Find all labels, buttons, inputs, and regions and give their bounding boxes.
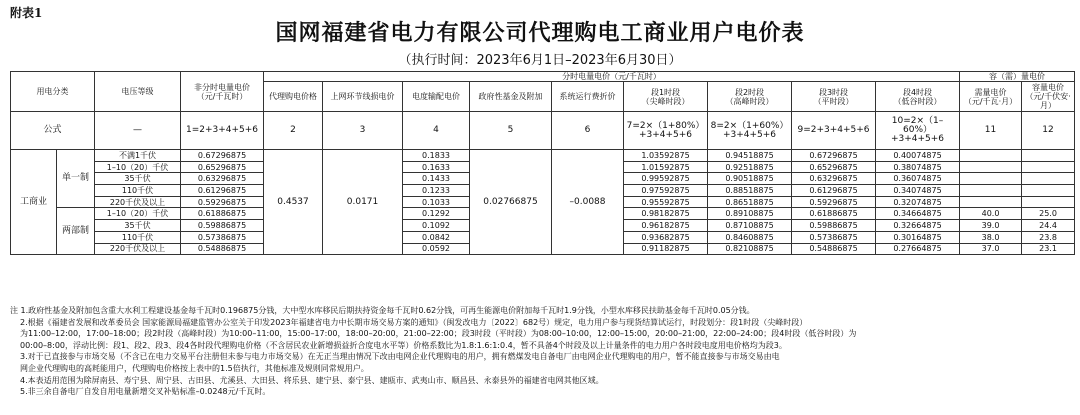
sys-fee-cell: –0.0088	[552, 150, 624, 255]
voltage-cell: 35千伏	[95, 173, 181, 185]
period-2-cell: 0.82108875	[708, 243, 792, 255]
period-4-cell: 0.32664875	[876, 220, 960, 232]
period-3-cell: 0.59296875	[792, 196, 876, 208]
period-4-cell: 0.27664875	[876, 243, 960, 255]
note-line: 3.对于已直接参与市场交易（不含已在电力交易平台注册但未参与电力市场交易）在无正当理由情况下改由电网企业代理购电的用户，拥有燃煤发电自备电厂由电网企业代理购电的用户，暂不能直接参与市场交易由电	[20, 352, 780, 362]
transmission-cell: 0.1292	[403, 208, 470, 220]
note-line: 00:00–8:00，浮动比例：段1、段2、段3、段4各时段代理购电价格（不含居民农业新增损益折合度电水平等）价格系数比为1.8:1.6:1:0.4，暂不具备4个时段及以上计量条件的电力用户各时段电度用电价格均为段3。	[20, 340, 787, 350]
capacity-cell: 25.0	[1022, 208, 1075, 220]
page-title: 国网福建省电力有限公司代理购电工商业用户电价表	[275, 20, 805, 46]
period-3-cell: 0.65296875	[792, 161, 876, 173]
transmission-cell: 0.0842	[403, 231, 470, 243]
formula-non-tou: 1=2+3+4+5+6	[181, 112, 264, 150]
period-1-cell: 0.97592875	[624, 185, 708, 197]
transmission-cell: 0.1233	[403, 185, 470, 197]
demand-cell	[960, 173, 1022, 185]
non-tou-cell: 0.57386875	[181, 231, 264, 243]
period-3-cell: 0.67296875	[792, 150, 876, 162]
gov-fund-cell: 0.02766875	[470, 150, 552, 255]
capacity-cell	[1022, 185, 1075, 197]
demand-cell	[960, 185, 1022, 197]
note-line: 网企业代理购电的高耗能用户，代理购电价格按上表中的1.5倍执行，其他标准及规则同常规用户。	[20, 363, 369, 373]
period-3-cell: 0.63296875	[792, 173, 876, 185]
period-1-cell: 1.03592875	[624, 150, 708, 162]
non-tou-cell: 0.59296875	[181, 196, 264, 208]
period-4-cell: 0.34074875	[876, 185, 960, 197]
attachment-label: 附表1	[10, 6, 43, 20]
formula-label: 公式	[11, 112, 95, 150]
formula-demand: 11	[960, 112, 1022, 150]
non-tou-cell: 0.61886875	[181, 208, 264, 220]
period-2-cell: 0.94518875	[708, 150, 792, 162]
voltage-cell: 35千伏	[95, 220, 181, 232]
formula-c5: 5	[470, 112, 552, 150]
formula-c2: 2	[264, 112, 323, 150]
header-gov-fund: 政府性基金及附加	[470, 82, 552, 112]
header-tou-group: 分时电量电价（元/千瓦时）	[264, 72, 960, 82]
period-3-cell: 0.61296875	[792, 185, 876, 197]
capacity-cell	[1022, 173, 1075, 185]
non-tou-cell: 0.61296875	[181, 185, 264, 197]
transmission-cell: 0.0592	[403, 243, 470, 255]
voltage-cell: 1–10（20）千伏	[95, 208, 181, 220]
transmission-cell: 0.1433	[403, 173, 470, 185]
header-transmission: 电度输配电价	[403, 82, 470, 112]
demand-cell: 40.0	[960, 208, 1022, 220]
transmission-cell: 0.1633	[403, 161, 470, 173]
period-2-cell: 0.88518875	[708, 185, 792, 197]
period-1-cell: 1.01592875	[624, 161, 708, 173]
header-line-loss: 上网环节线损电价	[323, 82, 403, 112]
note-line: 注 1.政府性基金及附加包含重大水利工程建设基金每千瓦时0.196875分钱，大中型水库移民后期扶持资金每千瓦时0.62分钱，可再生能源电价附加每千瓦时1.9分钱，小型水库移民扶助基金每千瓦时0.05分钱。	[10, 306, 755, 315]
period-2-cell: 0.86518875	[708, 196, 792, 208]
formula-p4: 10=2×（1– 60%）+3+4+5+6	[876, 112, 960, 150]
period-4-cell: 0.30164875	[876, 231, 960, 243]
capacity-cell: 24.4	[1022, 220, 1075, 232]
voltage-cell: 110千伏	[95, 185, 181, 197]
period-1-cell: 0.98182875	[624, 208, 708, 220]
non-tou-cell: 0.63296875	[181, 173, 264, 185]
execution-period: （执行时间：2023年6月1日–2023年6月30日）	[398, 53, 682, 68]
period-4-cell: 0.38074875	[876, 161, 960, 173]
transmission-cell: 0.1833	[403, 150, 470, 162]
period-4-cell: 0.36074875	[876, 173, 960, 185]
demand-cell	[960, 196, 1022, 208]
voltage-cell: 110千伏	[95, 231, 181, 243]
header-period-4: 段4时段 （低谷时段）	[876, 82, 960, 112]
voltage-cell: 1–10（20）千伏	[95, 161, 181, 173]
header-demand-price: 需量电价 （元/千瓦·月）	[960, 82, 1022, 112]
voltage-cell: 不满1千伏	[95, 150, 181, 162]
header-agent-price: 代理购电价格	[264, 82, 323, 112]
period-4-cell: 0.40074875	[876, 150, 960, 162]
transmission-cell: 0.1092	[403, 220, 470, 232]
demand-cell	[960, 150, 1022, 162]
agent-price-cell: 0.4537	[264, 150, 323, 255]
formula-c4: 4	[403, 112, 470, 150]
formula-p3: 9=2+3+4+5+6	[792, 112, 876, 150]
header-sys-fee: 系统运行费折价	[552, 82, 624, 112]
period-1-cell: 0.95592875	[624, 196, 708, 208]
dual-system-label: 两部制	[57, 208, 95, 255]
header-category: 用电分类	[11, 72, 95, 112]
demand-cell: 38.0	[960, 231, 1022, 243]
non-tou-cell: 0.54886875	[181, 243, 264, 255]
header-capacity-group: 容（需）量电价	[960, 72, 1075, 82]
period-4-cell: 0.32074875	[876, 196, 960, 208]
period-2-cell: 0.90518875	[708, 173, 792, 185]
single-system-label: 单一制	[57, 150, 95, 208]
note-line: 5.非三余自备电厂自发自用电量新增交叉补贴标准–0.0248元/千瓦时。	[20, 387, 271, 397]
capacity-cell	[1022, 150, 1075, 162]
period-2-cell: 0.92518875	[708, 161, 792, 173]
formula-p2: 8=2×（1+60%） +3+4+5+6	[708, 112, 792, 150]
period-3-cell: 0.57386875	[792, 231, 876, 243]
period-2-cell: 0.89108875	[708, 208, 792, 220]
header-period-2: 段2时段 （高峰时段）	[708, 82, 792, 112]
formula-c6: 6	[552, 112, 624, 150]
note-line: 为11:00–12:00，17:00–18:00；段2时段（高峰时段）为10:00–11:00，15:00–17:00，18:00–20:00，21:00–22:00；段3时段（平时段）为08:00–10:00，12:00–15:00，20:00–21:00，22:00–24:00；段4时段（低谷时段）为	[20, 329, 857, 339]
header-period-1: 段1时段 （尖峰时段）	[624, 82, 708, 112]
demand-cell	[960, 161, 1022, 173]
header-capacity-price: 容量电价 （元/千伏安·月）	[1022, 82, 1075, 112]
header-voltage: 电压等级	[95, 72, 181, 112]
capacity-cell: 23.1	[1022, 243, 1075, 255]
formula-c3: 3	[323, 112, 403, 150]
price-table	[10, 71, 1075, 255]
period-1-cell: 0.91182875	[624, 243, 708, 255]
capacity-cell	[1022, 196, 1075, 208]
header-non-tou-price: 非分时电量电价 （元/千瓦时）	[181, 72, 264, 112]
period-2-cell: 0.84608875	[708, 231, 792, 243]
formula-capacity: 12	[1022, 112, 1075, 150]
non-tou-cell: 0.67296875	[181, 150, 264, 162]
capacity-cell: 23.8	[1022, 231, 1075, 243]
period-4-cell: 0.34664875	[876, 208, 960, 220]
voltage-cell: 220千伏及以上	[95, 243, 181, 255]
period-1-cell: 0.96182875	[624, 220, 708, 232]
capacity-cell	[1022, 161, 1075, 173]
formula-p1: 7=2×（1+80%） +3+4+5+6	[624, 112, 708, 150]
period-2-cell: 0.87108875	[708, 220, 792, 232]
note-line: 2.根据《福建省发展和改革委员会 国家能源局福建监管办公室关于印发2023年福建省电力中长期市场交易方案的通知》（闽发改电力〔2022〕682号）规定，电力用户参与现货结算试运行，时段划分：段1时段（尖峰时段）	[20, 317, 808, 327]
voltage-cell: 220千伏及以上	[95, 196, 181, 208]
transmission-cell: 0.1033	[403, 196, 470, 208]
demand-cell: 37.0	[960, 243, 1022, 255]
line-loss-cell: 0.0171	[323, 150, 403, 255]
non-tou-cell: 0.65296875	[181, 161, 264, 173]
period-3-cell: 0.61886875	[792, 208, 876, 220]
formula-voltage: —	[95, 112, 181, 150]
header-period-3: 段3时段 （平时段）	[792, 82, 876, 112]
period-1-cell: 0.93682875	[624, 231, 708, 243]
notes-section	[10, 305, 1072, 398]
period-3-cell: 0.59886875	[792, 220, 876, 232]
table-row	[11, 150, 1075, 162]
demand-cell: 39.0	[960, 220, 1022, 232]
period-3-cell: 0.54886875	[792, 243, 876, 255]
note-line: 4.本表适用范围为除屏南县、寿宁县、周宁县、古田县、尤溪县、大田县、将乐县、建宁县、泰宁县、建瓯市、武夷山市、顺昌县、永泰县外的福建省电网其他区域。	[20, 375, 604, 385]
period-1-cell: 0.99592875	[624, 173, 708, 185]
category-commercial: 工商业	[11, 150, 57, 255]
non-tou-cell: 0.59886875	[181, 220, 264, 232]
